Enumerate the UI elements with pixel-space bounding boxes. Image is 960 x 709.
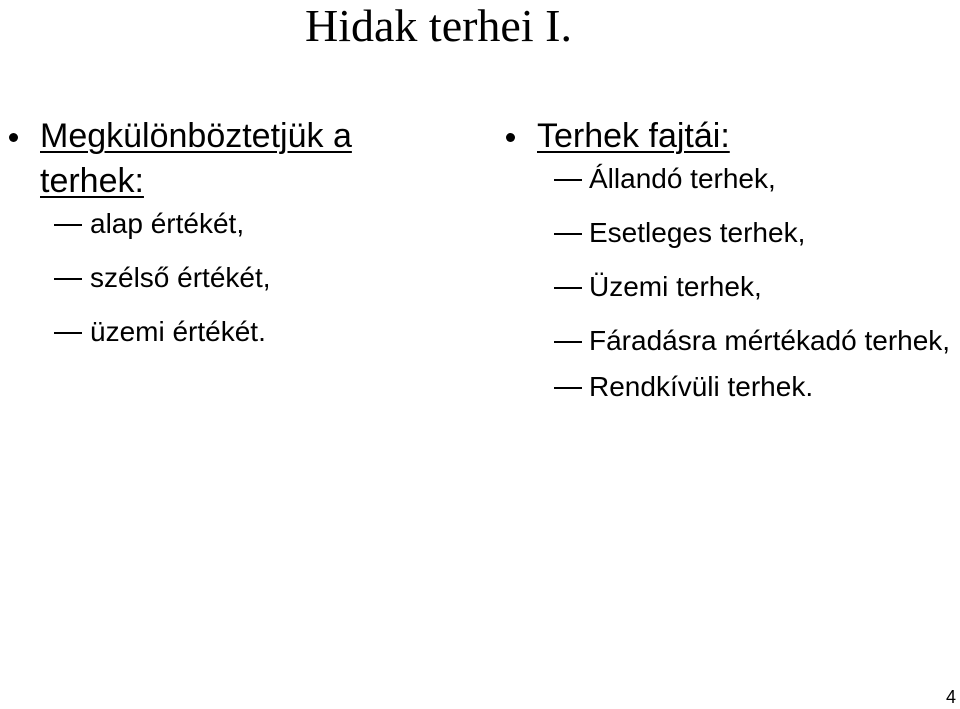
- slide-title: Hidak terhei I.: [305, 0, 572, 51]
- page-number: 4: [945, 687, 956, 707]
- right-bullet-text: Terhek fajtái:: [537, 117, 730, 155]
- dash-icon: [554, 233, 582, 235]
- left-sub-list: [0, 207, 460, 348]
- left-sub-item-text: üzemi értékét.: [90, 316, 266, 347]
- right-sub-item-text: Állandó terhek,: [589, 163, 776, 194]
- right-sub-item-text: Fáradásra mértékadó terhek,: [589, 325, 951, 356]
- dash-icon: [54, 278, 82, 280]
- dash-icon: [554, 287, 582, 289]
- left-sub-item: [0, 207, 460, 240]
- bullet-dot-icon: [506, 133, 515, 142]
- right-bullet: [497, 114, 957, 159]
- right-sub-list: [497, 162, 957, 403]
- left-column: [0, 114, 460, 369]
- right-sub-item: [497, 324, 957, 357]
- dash-icon: [54, 332, 82, 334]
- left-sub-item: [0, 261, 460, 294]
- right-sub-item-text: Esetleges terhek,: [589, 217, 806, 248]
- right-column: [497, 114, 957, 424]
- right-sub-item: [497, 270, 957, 303]
- left-sub-item: [0, 315, 460, 348]
- left-sub-item-text: szélső értékét,: [90, 262, 271, 293]
- right-sub-item-text: Rendkívüli terhek.: [589, 371, 814, 402]
- dash-icon: [554, 341, 582, 343]
- dash-icon: [554, 179, 582, 181]
- dash-icon: [54, 224, 82, 226]
- left-bullet: [0, 114, 460, 204]
- right-sub-item-text: Üzemi terhek,: [589, 271, 762, 302]
- left-sub-item-text: alap értékét,: [90, 208, 245, 239]
- right-sub-item: [497, 370, 957, 403]
- bullet-dot-icon: [9, 133, 18, 142]
- right-sub-item: [497, 162, 957, 195]
- left-bullet-text: Megkülönböztetjük a terhek:: [40, 117, 352, 200]
- right-sub-item: [497, 216, 957, 249]
- dash-icon: [554, 387, 582, 389]
